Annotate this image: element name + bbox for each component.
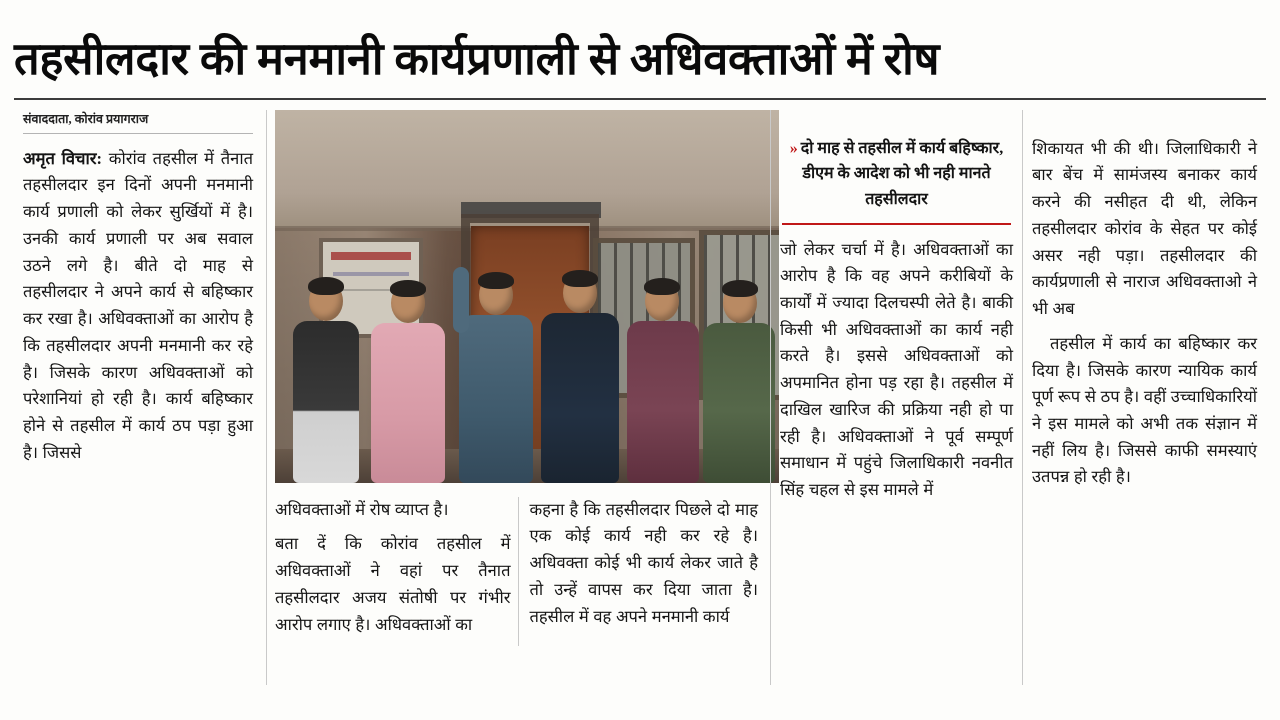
person-torso [459,315,533,483]
person-hair [644,278,680,295]
photo-background [275,110,779,483]
byline-divider [23,133,253,134]
headline-divider [14,98,1266,100]
person-hair [722,280,758,297]
column-5-spacer [1032,110,1257,136]
byline: संवाददाता, कोरांव प्रयागराज [23,111,149,126]
person-2 [367,265,449,483]
person-hair [562,270,598,287]
pullquote-divider [782,223,1011,225]
raised-arm [453,267,469,333]
column-4 [770,110,1022,685]
article-body [0,100,1280,685]
pull-quote [780,136,1013,221]
column-4-spacer [780,110,1013,136]
paragraph [23,146,253,467]
pullquote-text: दो माह से तहसील में कार्य बहिष्कार, डीएम के आदेश को भी नही मानते तहसीलदार [800,139,1004,208]
paragraph: जो लेकर चर्चा में है। अधिवक्ताओं का आरोप है कि वह अपने करीबियों के कार्यों में ज्यादा दिलचस्पी लेते है। बाकी किसी भी अधिवक्ताओं का कार्य नही करते है। इससे अधिवक्ताओं को अपमानित होना पड़ रहा है। तहसील में दाखिल खारिज की प्रक्रिया नही हो पा रही है। अधिवक्ताओं ने पूर्व सम्पूर्ण समाधान में पहुंचे जिलाधिकारी नवनीत सिंह चहल से इस मामले में [780,239,1013,499]
person-torso [627,321,699,483]
column-5 [1022,110,1266,685]
person-hair [478,272,514,289]
paragraph: बता दें कि कोरांव तहसील में अधिवक्ताओं ने वहां पर तैनात तहसीलदार अजय संतोषी पर गंभीर आरोप लगाए है। अधिवक्ताओं का [275,534,511,634]
person-1 [289,263,363,483]
person-4 [537,247,623,483]
lead-label: अमृत विचार: [23,148,103,168]
group-photo [275,110,779,483]
page-title: तहसीलदार की मनमानी कार्यप्रणाली से अधिवक्ताओं में रोष [14,34,940,84]
column-2-text [275,497,518,647]
paragraph: शिकायत भी की थी। जिलाधिकारी ने बार बेंच में सामंजस्य बनाकर कार्य करने की नसीहत दी थी, लेकिन तहसीलदार कोरांव के सेहत पर कोई असर नही पड़ा। तहसीलदार की कार्यप्रणाली से नाराज अधिवक्ताओ ने भी अब [1032,138,1257,319]
person-hair [390,280,426,297]
person-5 [623,255,703,483]
text-under-photo [275,497,762,647]
paragraph: कहना है कि तहसीलदार पिछले दो माह एक कोई कार्य नही कर रहे है। अधिवक्ता कोई भी कार्य लेकर जाते है तो उन्हें वापस कर दिया जाता है। तहसील में वह अपने मनमानी कार्य [529,499,758,626]
person-torso [541,313,619,483]
column-1 [14,110,266,685]
paragraph-text: कोरांव तहसील में तैनात तहसीलदार इन दिनों अपनी मनमानी कार्य प्रणाली को लेकर सुर्खियों में है। उनकी कार्य प्रणाली पर अब सवाल उठने लगे है। बीते दो माह से तहसीलदार ने अपने कार्य से बहिष्कार कर रखा है। अधिवक्ताओं का आरोप है कि तहसीलदार अपनी मनमानी कर रहे है। जिसके कारण अधिवक्ताओं को परेशानियां हो रही है। कार्य बहिष्कार होने से तहसील में कार्य ठप पड़ा हुआ है। जिससे [23,148,254,462]
person-torso [293,321,359,483]
person-hair [308,277,344,295]
pullquote-arrow-icon: » [789,139,798,157]
paragraph: तहसील में कार्य का बहिष्कार कर दिया है। जिसके कारण न्यायिक कार्य पूर्ण रूप से ठप है। वहीं उच्चाधिकारियों ने इस मामले को अभी तक संज्ञान में नहीं लिय है। जिससे काफी समस्याएं उतपन्न हो रही है। [1032,333,1257,487]
column-3-text [518,497,762,647]
person-torso [371,323,445,483]
person-torso [703,323,775,483]
paragraph: अधिवक्ताओं में रोष व्याप्त है। [275,499,449,519]
column-2 [266,110,770,685]
person-3 [453,243,539,483]
person-6 [701,257,779,483]
